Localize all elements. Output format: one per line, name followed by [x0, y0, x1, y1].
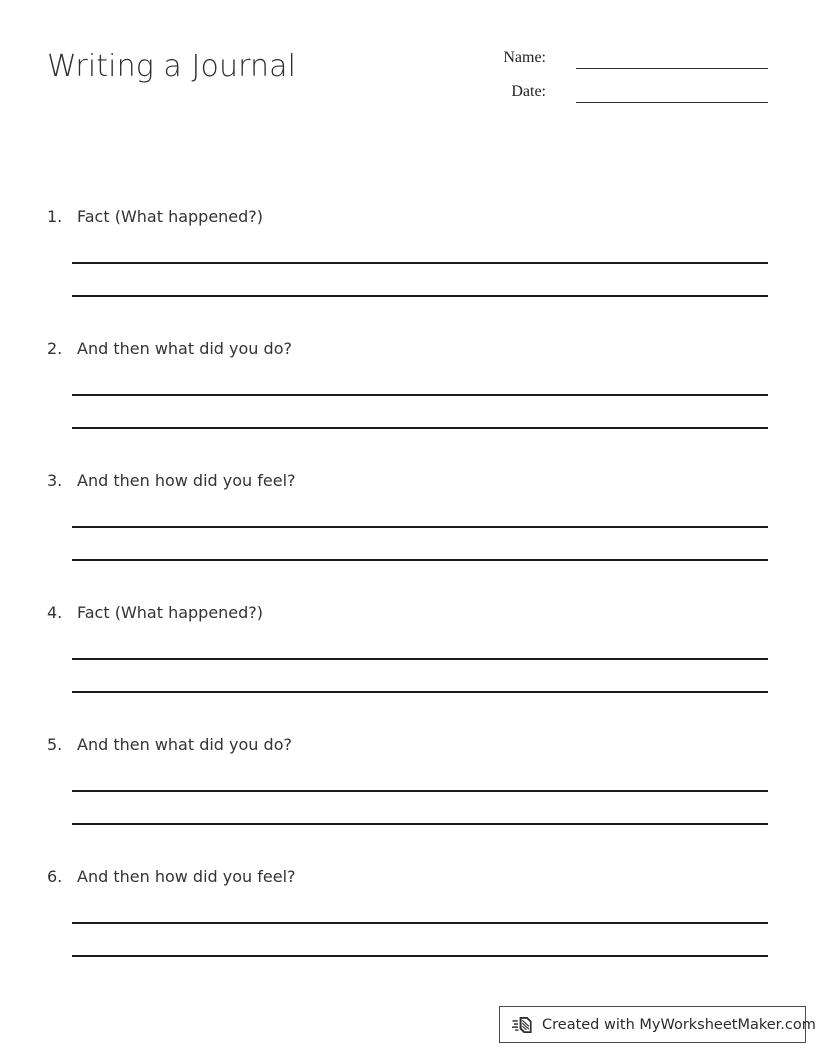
question-number: 2.: [47, 339, 63, 358]
name-field-input[interactable]: [576, 68, 768, 69]
question-text: And then what did you do?: [77, 735, 292, 754]
date-field-row: [470, 80, 770, 114]
answer-line[interactable]: [72, 427, 768, 429]
question-row: [47, 866, 767, 892]
answer-line[interactable]: [72, 658, 768, 660]
answer-line[interactable]: [72, 295, 768, 297]
answer-line[interactable]: [72, 790, 768, 792]
date-field-input[interactable]: [576, 102, 768, 103]
answer-line[interactable]: [72, 526, 768, 528]
question-row: [47, 602, 767, 628]
question-row: [47, 734, 767, 760]
question-number: 5.: [47, 735, 63, 754]
question-text: Fact (What happened?): [77, 603, 264, 622]
answer-line[interactable]: [72, 394, 768, 396]
question-number: 3.: [47, 471, 63, 490]
question-text: And then how did you feel?: [77, 471, 296, 490]
page-title: Writing a Journal: [47, 49, 297, 84]
worksheet-maker-logo-icon: [511, 1013, 535, 1037]
answer-line[interactable]: [72, 955, 768, 957]
question-row: [47, 338, 767, 364]
question-row: [47, 470, 767, 496]
date-field-label: Date:: [511, 83, 546, 100]
name-field-label: Name:: [503, 49, 546, 66]
answer-line[interactable]: [72, 823, 768, 825]
worksheet-header: [0, 0, 816, 150]
question-number: 6.: [47, 867, 63, 886]
question-text: And then how did you feel?: [77, 867, 296, 886]
answer-line[interactable]: [72, 691, 768, 693]
question-number: 1.: [47, 207, 63, 226]
question-row: [47, 206, 767, 232]
name-field-row: [470, 46, 770, 80]
answer-line[interactable]: [72, 262, 768, 264]
answer-line[interactable]: [72, 559, 768, 561]
footer-attribution-text: Created with MyWorksheetMaker.com: [542, 1016, 816, 1033]
question-text: And then what did you do?: [77, 339, 292, 358]
question-number: 4.: [47, 603, 63, 622]
answer-line[interactable]: [72, 922, 768, 924]
footer-attribution-badge[interactable]: [499, 1006, 816, 1043]
name-date-block: [470, 46, 770, 114]
question-text: Fact (What happened?): [77, 207, 264, 226]
